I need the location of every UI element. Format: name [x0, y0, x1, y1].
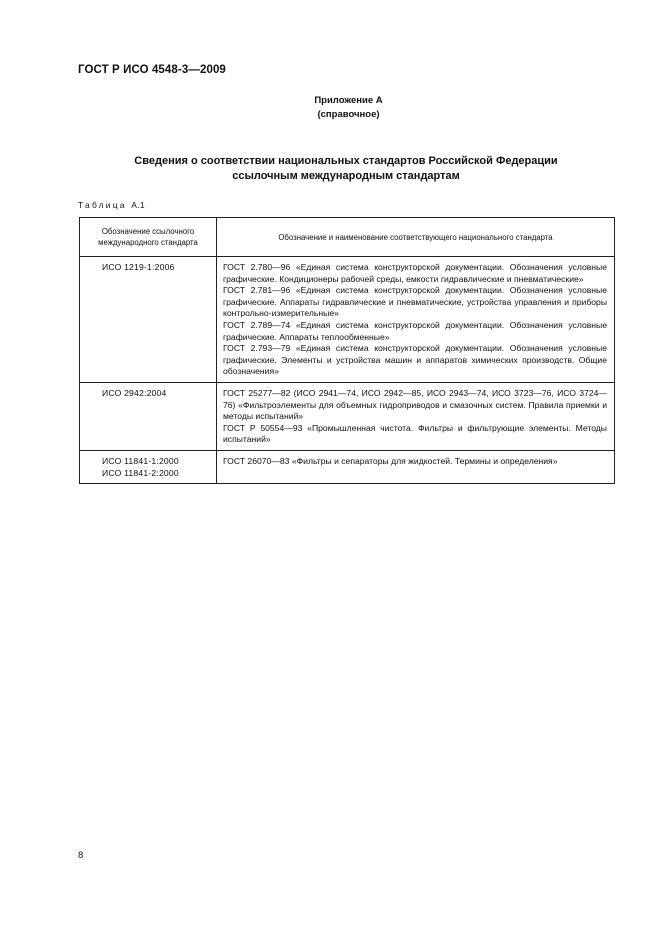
column-header-national: Обозначение и наименование соответствующего национального стандарта	[217, 218, 615, 257]
national-standard-entry: ГОСТ 2.781—96 «Единая система конструкторской документации. Обозначения условные графические. Аппараты гидравлические и пневматические, устройства управления и приборы контрольно-измерительные»	[223, 285, 607, 319]
correspondence-table	[79, 217, 615, 484]
table-caption-number: А.1	[131, 200, 145, 210]
international-standard-code: ИСО 2942:2004	[102, 387, 167, 398]
appendix-heading	[0, 94, 661, 122]
table-caption-word: Таблица	[78, 200, 127, 210]
section-title-line-1: Сведения о соответствии национальных стандартов Российской Федерации	[134, 155, 558, 167]
section-title	[78, 154, 614, 184]
column-header-international: Обозначение ссылочного международного стандарта	[80, 218, 217, 257]
national-standard-entry: ГОСТ Р 50554—93 «Промышленная чистота. Фильтры и фильтрующие элементы. Методы испытаний»	[223, 422, 607, 445]
page-number: 8	[78, 850, 84, 861]
international-standard-cell	[80, 450, 217, 483]
table-caption	[78, 200, 145, 210]
international-standard-code: ИСО 11841-1:2000	[102, 455, 179, 466]
section-title-line-2: ссылочным международным стандартам	[232, 170, 460, 182]
national-standard-cell	[217, 257, 615, 383]
appendix-title: Приложение А	[314, 95, 383, 106]
international-standard-code: ИСО 11841-2:2000	[102, 467, 179, 478]
international-standard-cell	[80, 382, 217, 450]
national-standard-entry: ГОСТ 26070—83 «Фильтры и сепараторы для жидкостей. Термины и определения»	[223, 455, 558, 466]
table-row	[80, 257, 615, 383]
national-standard-entry: ГОСТ 2.780—96 «Единая система конструкторской документации. Обозначения условные графические. Кондиционеры рабочей среды, емкости гидравлические и пневматические»	[223, 262, 607, 284]
national-standard-entry: ГОСТ 25277—82 (ИСО 2941—74, ИСО 2942—85, ИСО 2943—74, ИСО 3723—76, ИСО 3724—76) «Фильтроэлементы для объемных гидроприводов и смазочных систем. Правила приемки и методы испытаний»	[223, 387, 607, 422]
table-header-row	[80, 218, 615, 257]
international-standard-cell	[80, 257, 217, 383]
table-row	[80, 382, 615, 450]
international-standard-code: ИСО 1219-1:2006	[102, 262, 175, 272]
national-standard-cell	[217, 382, 615, 450]
national-standard-entry: ГОСТ 2.793—79 «Единая система конструкторской документации. Обозначения условные графические. Элементы и устройства машин и аппаратов химических производств. Общие обозначения»	[223, 343, 607, 377]
document-designation: ГОСТ Р ИСО 4548-3—2009	[78, 64, 226, 76]
national-standard-entry: ГОСТ 2.789—74 «Единая система конструкторской документации. Обозначения условные графические. Аппараты теплообменные»	[223, 319, 607, 342]
appendix-subtitle: (справочное)	[317, 109, 380, 120]
table-row	[80, 450, 615, 483]
national-standard-cell	[217, 450, 615, 483]
